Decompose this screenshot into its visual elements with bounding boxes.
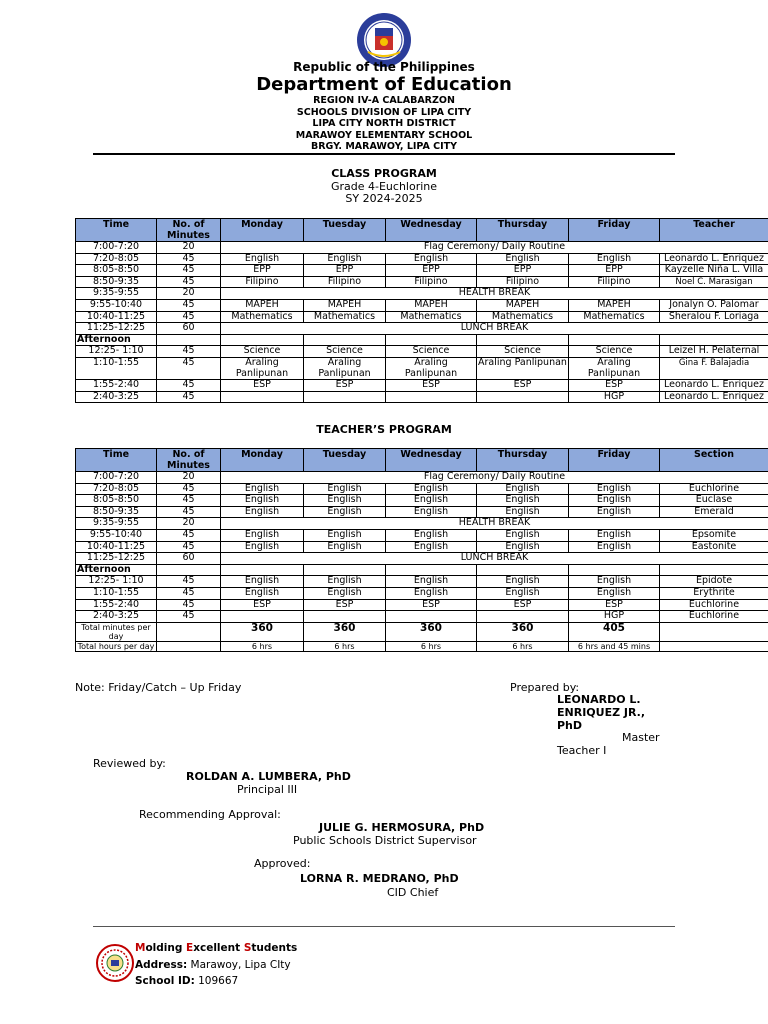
column-header: Time <box>76 449 157 472</box>
table-row <box>76 346 768 358</box>
column-header: Tuesday <box>304 449 386 472</box>
schedule-cell: Kayzelle Niña L. Villa <box>660 265 768 277</box>
schedule-cell: MAPEH <box>304 299 386 311</box>
table-row <box>76 611 768 623</box>
schedule-cell: English <box>304 495 386 507</box>
table-row <box>76 334 768 346</box>
schedule-cell: Erythrite <box>660 587 768 599</box>
column-header: Tuesday <box>304 219 386 242</box>
schedule-cell: Science <box>221 346 304 358</box>
school-motto <box>135 942 297 954</box>
schedule-cell: 45 <box>157 587 221 599</box>
total-cell: 360 <box>477 622 569 641</box>
schedule-cell: Emerald <box>660 506 768 518</box>
republic-title: Republic of the Philippines <box>293 60 475 74</box>
table-row <box>76 483 768 495</box>
header-line-district: LIPA CITY NORTH DISTRICT <box>312 118 456 129</box>
table-row <box>76 564 768 576</box>
schedule-cell: English <box>477 506 569 518</box>
schedule-cell: English <box>221 483 304 495</box>
header-line-division: SCHOOLS DIVISION OF LIPA CITY <box>296 106 472 118</box>
schedule-cell: Filipino <box>221 276 304 288</box>
schedule-cell: 8:50-9:35 <box>76 506 157 518</box>
schedule-cell: 45 <box>157 253 221 265</box>
schedule-cell: Mathematics <box>304 311 386 323</box>
table-row <box>76 472 768 484</box>
table-row <box>76 265 768 277</box>
recommending-label: Recommending Approval: <box>139 808 281 821</box>
table-row <box>76 576 768 588</box>
schedule-cell: Leonardo L. Enriquez <box>660 391 768 403</box>
schedule-cell: 45 <box>157 599 221 611</box>
column-header: Thursday <box>477 449 569 472</box>
total-cell: 6 hrs <box>477 641 569 651</box>
schedule-cell: 2:40-3:25 <box>76 391 157 403</box>
schedule-cell: English <box>221 495 304 507</box>
schedule-cell: 12:25- 1:10 <box>76 346 157 358</box>
column-header: Friday <box>569 219 660 242</box>
motto-text: xcellent <box>193 942 244 954</box>
table-row <box>76 529 768 541</box>
approved-name: LORNA R. MEDRANO, PhD <box>300 872 459 885</box>
prepared-label: Prepared by: <box>510 681 580 694</box>
time-cell: 7:00-7:20 <box>76 472 157 484</box>
schedule-cell: Leonardo L. Enriquez <box>660 253 768 265</box>
schedule-cell: English <box>304 529 386 541</box>
schedule-cell: MAPEH <box>569 299 660 311</box>
schedule-cell: English <box>477 529 569 541</box>
footer-divider <box>93 926 675 927</box>
empty-cell <box>304 334 386 346</box>
schedule-cell: Eastonite <box>660 541 768 553</box>
time-cell: 9:35-9:55 <box>76 288 157 300</box>
section-label-cell: Afternoon <box>76 564 157 576</box>
schedule-cell: EPP <box>386 265 477 277</box>
empty-cell <box>386 564 477 576</box>
schedule-cell: English <box>386 576 477 588</box>
schedule-cell: HGP <box>569 611 660 623</box>
table-row <box>76 323 768 335</box>
schedule-cell: 2:40-3:25 <box>76 611 157 623</box>
table-row <box>76 357 768 379</box>
empty-cell <box>477 564 569 576</box>
schedule-cell <box>221 391 304 403</box>
schedule-cell: English <box>477 483 569 495</box>
minutes-cell: 60 <box>157 323 221 335</box>
schedule-cell: Epsomite <box>660 529 768 541</box>
class-program-title: CLASS PROGRAM <box>331 167 437 180</box>
table-row <box>76 599 768 611</box>
schedule-cell: 45 <box>157 265 221 277</box>
schedule-cell: Noel C. Marasigan <box>660 276 768 288</box>
approved-position: CID Chief <box>387 886 439 899</box>
schedule-cell <box>221 611 304 623</box>
empty-cell <box>221 334 304 346</box>
table-row <box>76 495 768 507</box>
schedule-cell: English <box>477 495 569 507</box>
total-cell: 360 <box>386 622 477 641</box>
time-cell: 11:25-12:25 <box>76 553 157 565</box>
table-row <box>76 380 768 392</box>
schedule-cell: English <box>221 529 304 541</box>
total-cell: 6 hrs <box>304 641 386 651</box>
table-row <box>76 288 768 300</box>
table-row <box>76 276 768 288</box>
schedule-cell: Science <box>386 346 477 358</box>
schedule-cell: ESP <box>569 380 660 392</box>
schedule-cell <box>304 611 386 623</box>
schedule-cell: ESP <box>304 380 386 392</box>
schedule-cell: 12:25- 1:10 <box>76 576 157 588</box>
schedule-cell: MAPEH <box>477 299 569 311</box>
empty-cell <box>569 334 660 346</box>
empty-cell <box>569 564 660 576</box>
class-program-table <box>75 218 768 403</box>
schedule-cell: Science <box>477 346 569 358</box>
motto-initial: S <box>243 942 252 954</box>
schedule-cell: English <box>304 587 386 599</box>
empty-cell <box>660 334 768 346</box>
minutes-cell: 60 <box>157 553 221 565</box>
schedule-cell <box>477 391 569 403</box>
class-program-grade: Grade 4-Euchlorine <box>330 180 438 193</box>
minutes-cell: 20 <box>157 518 221 530</box>
schedule-cell: Leonardo L. Enriquez <box>660 380 768 392</box>
schedule-cell: 1:55-2:40 <box>76 599 157 611</box>
schedule-cell: English <box>304 483 386 495</box>
header-line-school: MARAWOY ELEMENTARY SCHOOL <box>295 129 473 141</box>
schedule-cell: Araling Panlipunan <box>477 357 569 379</box>
schedule-cell: Mathematics <box>386 311 477 323</box>
schedule-cell: 45 <box>157 576 221 588</box>
teacher-program-title: TEACHER’S PROGRAM <box>316 423 452 436</box>
schedule-cell: 45 <box>157 529 221 541</box>
activity-cell: HEALTH BREAK <box>221 288 768 300</box>
column-header: Section <box>660 449 768 472</box>
prepared-name-line1: LEONARDO L. <box>557 693 641 706</box>
activity-cell: LUNCH BREAK <box>221 553 768 565</box>
schedule-cell: HGP <box>569 391 660 403</box>
schedule-cell: Araling Panlipunan <box>221 357 304 379</box>
empty-cell <box>386 334 477 346</box>
schedule-cell: EPP <box>569 265 660 277</box>
schedule-cell: 8:05-8:50 <box>76 495 157 507</box>
table-row <box>76 242 768 254</box>
total-cell: 6 hrs <box>221 641 304 651</box>
schedule-cell: 45 <box>157 380 221 392</box>
schedule-cell: 10:40-11:25 <box>76 311 157 323</box>
schedule-cell <box>304 391 386 403</box>
schedule-cell: 7:20-8:05 <box>76 483 157 495</box>
schedule-cell: English <box>221 587 304 599</box>
schedule-cell: English <box>569 541 660 553</box>
class-program-sy: SY 2024-2025 <box>345 192 423 205</box>
schedule-cell: 45 <box>157 391 221 403</box>
schedule-cell: English <box>477 587 569 599</box>
schedule-cell: English <box>386 529 477 541</box>
schedule-cell: 45 <box>157 299 221 311</box>
schedule-cell: Mathematics <box>477 311 569 323</box>
schedule-cell: Gina F. Balajadia <box>660 357 768 379</box>
motto-text: olding <box>145 942 187 954</box>
schedule-cell: 1:10-1:55 <box>76 357 157 379</box>
schedule-cell: 45 <box>157 311 221 323</box>
schedule-cell: Araling Panlipunan <box>304 357 386 379</box>
schedule-cell: English <box>477 541 569 553</box>
table-row <box>76 506 768 518</box>
activity-cell: Flag Ceremony/ Daily Routine <box>221 472 768 484</box>
schedule-cell: English <box>569 495 660 507</box>
approved-label: Approved: <box>254 857 311 870</box>
school-id-label: School ID: <box>135 975 195 987</box>
minutes-cell: 20 <box>157 472 221 484</box>
motto-text: tudents <box>251 942 298 954</box>
school-id <box>135 975 238 987</box>
schedule-cell: Euclase <box>660 495 768 507</box>
total-cell: 6 hrs <box>386 641 477 651</box>
schedule-cell: 45 <box>157 541 221 553</box>
schedule-cell: 45 <box>157 276 221 288</box>
teacher-program-table <box>75 448 768 652</box>
schedule-cell: Jonalyn O. Palomar <box>660 299 768 311</box>
schedule-cell: 8:50-9:35 <box>76 276 157 288</box>
schedule-cell: Epidote <box>660 576 768 588</box>
schedule-cell: Filipino <box>569 276 660 288</box>
schedule-cell: English <box>221 506 304 518</box>
reviewed-name: ROLDAN A. LUMBERA, PhD <box>186 770 351 783</box>
column-header: No. of Minutes <box>157 449 221 472</box>
total-cell: Total hours per day <box>76 641 157 651</box>
schedule-cell <box>386 611 477 623</box>
note-text: Note: Friday/Catch – Up Friday <box>75 681 242 694</box>
table-row <box>76 541 768 553</box>
empty-cell <box>304 564 386 576</box>
column-header: Wednesday <box>386 449 477 472</box>
schedule-cell: English <box>386 495 477 507</box>
schedule-cell: ESP <box>221 599 304 611</box>
empty-cell <box>477 334 569 346</box>
schedule-cell: Mathematics <box>221 311 304 323</box>
time-cell: 7:00-7:20 <box>76 242 157 254</box>
header-line-address: BRGY. MARAWOY, LIPA CITY <box>310 141 458 152</box>
table-row <box>76 641 768 651</box>
schedule-cell <box>477 611 569 623</box>
header-line-region: REGION IV-A CALABARZON <box>313 95 455 106</box>
schedule-cell: ESP <box>569 599 660 611</box>
schedule-cell: 1:55-2:40 <box>76 380 157 392</box>
schedule-cell: Euchlorine <box>660 599 768 611</box>
column-header: Monday <box>221 219 304 242</box>
schedule-cell: 45 <box>157 483 221 495</box>
total-cell <box>660 641 768 651</box>
schedule-cell: English <box>304 506 386 518</box>
schedule-cell: English <box>221 253 304 265</box>
minutes-cell: 20 <box>157 242 221 254</box>
schedule-cell: English <box>221 576 304 588</box>
schedule-cell: English <box>221 541 304 553</box>
column-header: Thursday <box>477 219 569 242</box>
schedule-cell: English <box>477 576 569 588</box>
schedule-cell: EPP <box>477 265 569 277</box>
schedule-cell: English <box>477 253 569 265</box>
schedule-cell: Leizel H. Pelaternal <box>660 346 768 358</box>
schedule-cell: English <box>569 576 660 588</box>
total-cell <box>157 622 221 641</box>
column-header: Time <box>76 219 157 242</box>
schedule-cell <box>386 391 477 403</box>
header-row <box>76 449 768 472</box>
department-title: Department of Education <box>256 74 512 95</box>
schedule-cell: 45 <box>157 611 221 623</box>
total-cell <box>660 622 768 641</box>
prepared-name-line2: ENRIQUEZ JR., <box>557 706 646 719</box>
schedule-cell: EPP <box>221 265 304 277</box>
schedule-cell: ESP <box>386 380 477 392</box>
schedule-cell: ESP <box>221 380 304 392</box>
table-row <box>76 253 768 265</box>
motto-initial: M <box>135 942 146 954</box>
table-row <box>76 553 768 565</box>
column-header: Teacher <box>660 219 768 242</box>
table-row <box>76 587 768 599</box>
schedule-cell: Mathematics <box>569 311 660 323</box>
table-row <box>76 299 768 311</box>
schedule-cell: Euchlorine <box>660 611 768 623</box>
column-header: Monday <box>221 449 304 472</box>
schedule-cell: English <box>386 253 477 265</box>
schedule-cell: Sheralou F. Loriaga <box>660 311 768 323</box>
reviewed-position: Principal III <box>237 783 298 796</box>
schedule-cell: ESP <box>304 599 386 611</box>
schedule-cell: Filipino <box>386 276 477 288</box>
time-cell: 9:35-9:55 <box>76 518 157 530</box>
table-row <box>76 518 768 530</box>
schedule-cell: English <box>569 483 660 495</box>
schedule-cell: Science <box>569 346 660 358</box>
empty-cell <box>157 334 221 346</box>
schedule-cell: Science <box>304 346 386 358</box>
total-cell: Total minutes per day <box>76 622 157 641</box>
table-row <box>76 622 768 641</box>
schedule-cell: 10:40-11:25 <box>76 541 157 553</box>
reviewed-label: Reviewed by: <box>93 757 166 770</box>
schedule-cell: 7:20-8:05 <box>76 253 157 265</box>
schedule-cell: MAPEH <box>221 299 304 311</box>
table-row <box>76 311 768 323</box>
schedule-cell: Araling Panlipunan <box>569 357 660 379</box>
schedule-cell: MAPEH <box>386 299 477 311</box>
schedule-cell: Araling Panlipunan <box>386 357 477 379</box>
activity-cell: LUNCH BREAK <box>221 323 768 335</box>
motto-initial: E <box>186 942 194 954</box>
minutes-cell: 20 <box>157 288 221 300</box>
schedule-cell: ESP <box>477 380 569 392</box>
schedule-cell: ESP <box>477 599 569 611</box>
schedule-cell: Euchlorine <box>660 483 768 495</box>
schedule-cell: 45 <box>157 495 221 507</box>
schedule-cell: English <box>386 506 477 518</box>
activity-cell: Flag Ceremony/ Daily Routine <box>221 242 768 254</box>
schedule-cell: 45 <box>157 346 221 358</box>
prepared-name-line3: PhD <box>557 719 583 732</box>
school-id-value: 109667 <box>198 975 239 987</box>
total-cell: 405 <box>569 622 660 641</box>
schedule-cell: English <box>386 587 477 599</box>
address-value: Marawoy, Lipa CIty <box>190 959 291 971</box>
header-divider <box>93 153 675 155</box>
schedule-cell: English <box>386 483 477 495</box>
school-logo-icon <box>96 944 134 982</box>
schedule-cell: English <box>304 541 386 553</box>
schedule-cell: English <box>569 587 660 599</box>
recommending-name: JULIE G. HERMOSURA, PhD <box>319 821 485 834</box>
prepared-position-line1: Master <box>622 731 660 744</box>
prepared-position-line2: Teacher I <box>557 744 607 757</box>
schedule-cell: English <box>569 529 660 541</box>
schedule-cell: 1:10-1:55 <box>76 587 157 599</box>
header-row <box>76 219 768 242</box>
schedule-cell: 45 <box>157 506 221 518</box>
schedule-cell: English <box>386 541 477 553</box>
schedule-cell: English <box>569 253 660 265</box>
schedule-cell: 9:55-10:40 <box>76 529 157 541</box>
schedule-cell: EPP <box>304 265 386 277</box>
total-cell <box>157 641 221 651</box>
empty-cell <box>660 564 768 576</box>
schedule-cell: Filipino <box>477 276 569 288</box>
schedule-cell: 8:05-8:50 <box>76 265 157 277</box>
total-cell: 6 hrs and 45 mins <box>569 641 660 651</box>
time-cell: 11:25-12:25 <box>76 323 157 335</box>
total-cell: 360 <box>221 622 304 641</box>
schedule-cell: English <box>569 506 660 518</box>
schedule-cell: English <box>304 253 386 265</box>
table-row <box>76 391 768 403</box>
column-header: Friday <box>569 449 660 472</box>
section-label-cell: Afternoon <box>76 334 157 346</box>
empty-cell <box>157 564 221 576</box>
schedule-cell: English <box>304 576 386 588</box>
activity-cell: HEALTH BREAK <box>221 518 768 530</box>
total-cell: 360 <box>304 622 386 641</box>
address-label: Address: <box>135 959 188 971</box>
schedule-cell: ESP <box>386 599 477 611</box>
schedule-cell: 45 <box>157 357 221 379</box>
school-address <box>135 959 291 971</box>
column-header: Wednesday <box>386 219 477 242</box>
recommending-position: Public Schools District Supervisor <box>293 834 477 847</box>
schedule-cell: Filipino <box>304 276 386 288</box>
schedule-cell: 9:55-10:40 <box>76 299 157 311</box>
column-header: No. of Minutes <box>157 219 221 242</box>
empty-cell <box>221 564 304 576</box>
